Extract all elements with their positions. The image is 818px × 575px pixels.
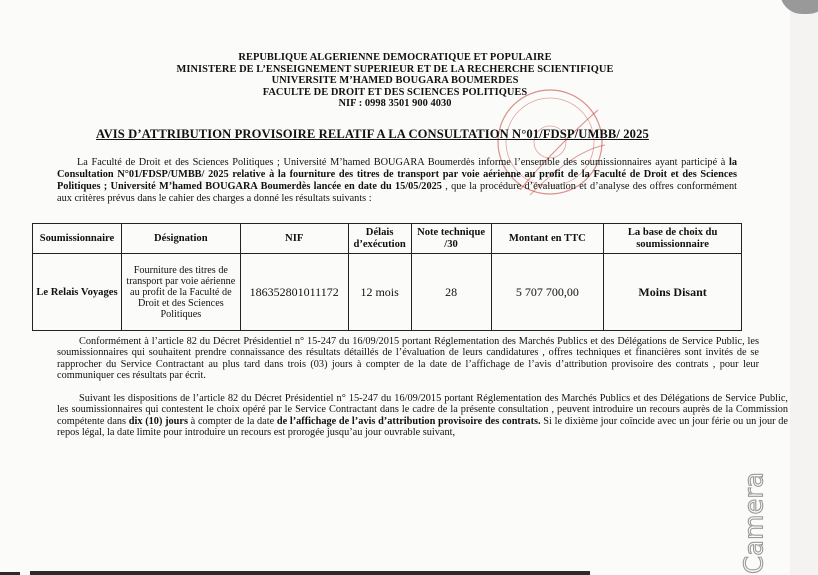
header-base: La base de choix du soumissionnaire (604, 224, 742, 254)
intro-text-end: , que la procédure d’évaluation et d’analyse des offres conformément aux critères prévus dans le cahier des charges a donné les résultats suivants : (57, 180, 737, 204)
cell-base: Moins Disant (604, 254, 742, 331)
header-soumissionnaire: Soumissionnaire (33, 224, 122, 254)
recours-text-c: à compter de la date (187, 415, 277, 427)
paragraph-article-82-text: Conformément à l’article 82 du Décret Présidentiel n° 15-247 du 16/09/2015 portant Réglementation des Marchés Publics et des Délégations de Service Public, les soumissionnaires qui souhaitent prendre connaissance des résultats détaillés de l’évaluation de leurs candidatures , offres techniques et financières sont invités de se rapprocher du Service Contractant au plus tard dans trois (03) jours à compter de la date de l’affichage de l’avis d’attribution provisoire des contrats , pour leur communiquer ces résultats par écrit. (57, 336, 759, 382)
recours-text-deadline: dix (10) jours (128, 415, 188, 427)
results-table (32, 223, 742, 331)
paragraph-article-82-recours (57, 393, 788, 439)
table-header-row (33, 224, 742, 254)
recours-text-e: Si le dixième jour coïncide avec un jour férie ou un jour de repos légal, la date limite pour introduire un recours est prorogée jusqu’au jour ouvrable suivant, (57, 415, 788, 439)
recours-text-a: Suivant les dispositions de l’article 82 du Décret Présidentiel n° 15-247 du 16/09/2015 portant Réglementation des Marchés Publics et des Délégations de Service Public, les soumissionnaires qui contestent le choix opéré par le Service Contractant dans le cadre de la présente consultation , peuvent introduire un recours auprès de la Commission compétente dans (57, 393, 788, 427)
cell-nif: 186352801011172 (240, 254, 348, 331)
cell-note: 28 (411, 254, 491, 331)
cell-designation: Fourniture des titres de transport par voie aérienne au profit de la Faculté de Droit et des Sciences Politiques (121, 254, 240, 331)
recours-text-bold: de l’affichage de l’avis d’attribution provisoire des contrats. (276, 415, 541, 427)
header-montant: Montant en TTC (491, 224, 604, 254)
cell-montant: 5 707 700,00 (491, 254, 604, 331)
header-line-faculty: FACULTE DE DROIT ET DES SCIENCES POLITIQUES (262, 86, 528, 98)
camera-watermark (738, 472, 772, 575)
header-line-ministry: MINISTERE DE L’ENSEIGNEMENT SUPERIEUR ET DE LA RECHERCHE SCIENTIFIQUE (176, 63, 614, 75)
header-delais: Délais d’exécution (348, 224, 411, 254)
camera-watermark-text: Camera (739, 472, 770, 575)
header-line-university: UNIVERSITE M’HAMED BOUGARA BOUMERDES (271, 75, 519, 87)
bottom-edge-line (30, 571, 590, 575)
header-line-nif: NIF : 0998 3501 900 4030 (338, 98, 452, 110)
header-nif: NIF (240, 224, 348, 254)
header-designation: Désignation (121, 224, 240, 254)
paragraph-article-82-results (57, 336, 759, 382)
header-note: Note technique /30 (411, 224, 491, 254)
intro-text-bold: la Consultation N°01/FDSP/UMBB/ 2025 relative à la fourniture des titres de transport par voie aérienne au profit de la Faculté de Droit et des Sciences Politiques ; Université M’hamed BOUGARA Boumerdès lancée en date du 15/05/2025 (57, 157, 737, 192)
table-row (33, 254, 742, 331)
intro-text-start: La Faculté de Droit et des Sciences Politiques ; Université M’hamed BOUGARA Boumerdès informe l’ensemble des soumissionnaires ayant participé à (77, 157, 729, 168)
intro-paragraph (57, 157, 737, 205)
notice-title: AVIS D’ATTRIBUTION PROVISOIRE RELATIF A LA CONSULTATION N°01/FDSP/UMBB/ 2025 (96, 127, 649, 141)
document-header (0, 52, 790, 110)
header-line-republic: REPUBLIQUE ALGERIENNE DEMOCRATIQUE ET POPULAIRE (238, 52, 552, 63)
cell-delais: 12 mois (348, 254, 411, 331)
cell-soumissionnaire: Le Relais Voyages (33, 254, 122, 331)
